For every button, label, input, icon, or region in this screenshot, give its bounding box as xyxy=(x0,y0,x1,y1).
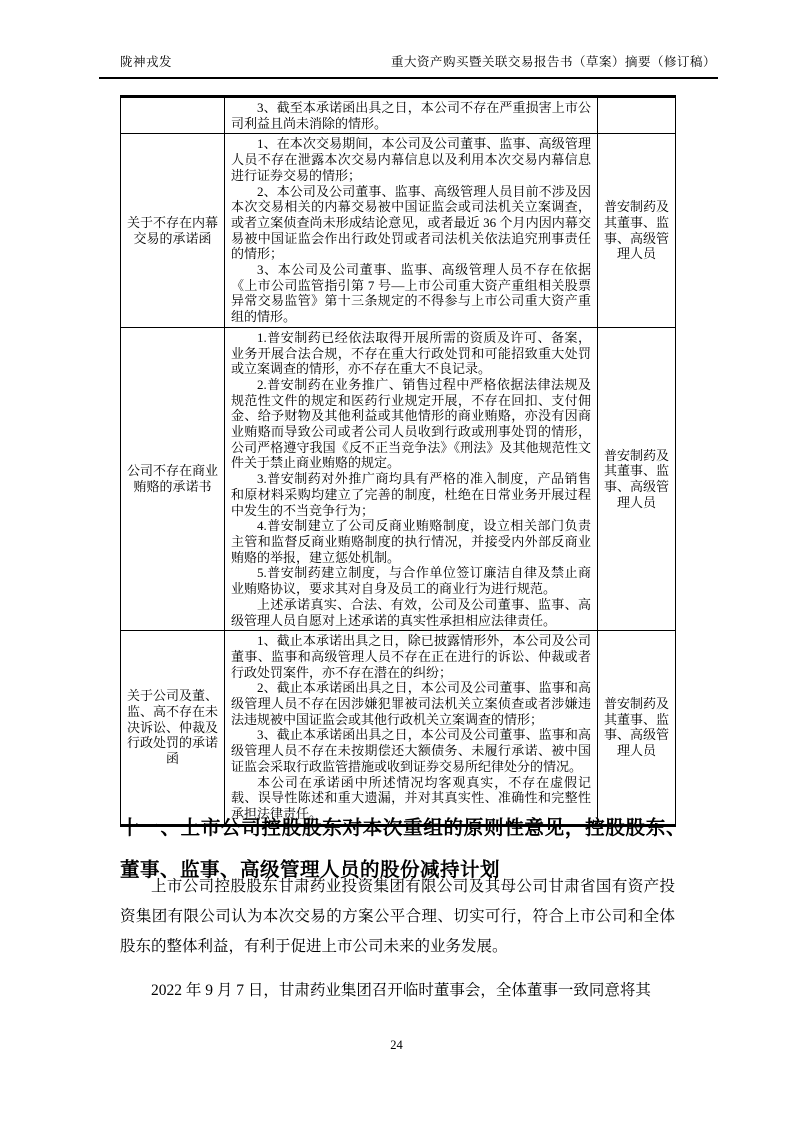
commitment-party: 普安制药及其董事、监事、高级管理人员 xyxy=(598,134,676,327)
commitment-paragraph: 3.普安制药对外推广商均具有严格的准入制度，产品销售和原材料采购均建立了完善的制度，杜绝在日常业务开展过程中发生的不当竞争行为； xyxy=(231,471,591,518)
commitment-paragraph: 2、截止本承诺函出具之日，本公司及公司董事、监事和高级管理人员不存在因涉嫌犯罪被司法机关立案侦查或者涉嫌违法违规被中国证监会或其他行政机关立案调查的情形； xyxy=(231,680,591,727)
commitment-paragraph: 1.普安制药已经依法取得开展所需的资质及许可、备案，业务开展合法合规，不存在重大行政处罚和可能招致重大处罚或立案调查的情形，亦不存在重大不良记录。 xyxy=(231,329,591,377)
table-row xyxy=(121,97,676,134)
commitment-paragraph: 1、在本次交易期间，本公司及公司董事、监事、高级管理人员不存在泄露本次交易内幕信息以及利用本次交易内幕信息进行证券交易的情形； xyxy=(231,136,591,183)
commitment-label: 关于不存在内幕交易的承诺函 xyxy=(121,134,225,327)
commitment-paragraph: 上述承诺真实、合法、有效，公司及公司董事、监事、高级管理人员自愿对上述承诺的真实性承担相应法律责任。 xyxy=(231,596,591,628)
commitment-party xyxy=(598,97,676,134)
table-row xyxy=(121,631,676,825)
commitment-paragraph: 2.普安制药在业务推广、销售过程中严格依据法律法规及规范性文件的规定和医药行业规定开展，不存在回扣、支付佣金、给予财物及其他利益或其他情形的商业贿赂，亦没有因商业贿赂而导致公司或者公司人员收到行政或刑事处罚的情形，公司严格遵守我国《反不正当竞争法》《刑法》及其他规范性文件关于禁止商业贿赂的规定。 xyxy=(231,376,591,471)
section-heading: 十一、上市公司控股股东对本次重组的原则性意见，控股股东、董事、监事、高级管理人员的股份减持计划 xyxy=(120,817,686,882)
commitment-label xyxy=(121,97,225,134)
page-number: 24 xyxy=(390,1038,403,1052)
commitment-party: 普安制药及其董事、监事、高级管理人员 xyxy=(598,327,676,630)
header-company-name: 陇神戎发 xyxy=(120,55,173,69)
header-document-title: 重大资产购买暨关联交易报告书（草案）摘要（修订稿） xyxy=(390,55,716,69)
commitment-content xyxy=(225,134,598,327)
table-row xyxy=(121,134,676,327)
commitment-label: 公司不存在商业贿赂的承诺书 xyxy=(121,327,225,630)
page-header xyxy=(99,52,718,79)
commitment-paragraph: 3、本公司及公司董事、监事、高级管理人员不存在依据《上市公司监管指引第 7 号—上市公司重大资产重组相关股票异常交易监管》第十三条规定的不得参与上市公司重大资产重组的情形。 xyxy=(231,262,591,325)
commitment-content xyxy=(225,97,598,134)
commitment-party: 普安制药及其董事、监事、高级管理人员 xyxy=(598,631,676,825)
commitments-table xyxy=(120,95,676,827)
body-paragraph: 2022 年 9 月 7 日，甘肃药业集团召开临时董事会，全体董事一致同意将其 xyxy=(151,982,651,999)
commitment-paragraph: 3、截止本承诺函出具之日，本公司及公司董事、监事和高级管理人员不存在未按期偿还大额债务、未履行承诺、被中国证监会采取行政监管措施或收到证券交易所纪律处分的情况。 xyxy=(231,727,591,774)
table-row xyxy=(121,327,676,630)
commitment-paragraph: 5.普安制药建立制度，与合作单位签订廉洁自律及禁止商业贿赂协议，要求其对自身及员工的商业行为进行规范。 xyxy=(231,565,591,597)
commitment-label: 关于公司及董、监、高不存在未决诉讼、仲裁及行政处罚的承诺函 xyxy=(121,631,225,825)
commitment-content xyxy=(225,327,598,630)
commitment-paragraph: 4.普安制建立了公司反商业贿赂制度，设立相关部门负责主管和监督反商业贿赂制度的执行情况，并接受内外部反商业贿赂的举报，建立惩处机制。 xyxy=(231,518,591,565)
commitment-paragraph: 3、截至本承诺函出具之日，本公司不存在严重损害上市公司利益且尚未消除的情形。 xyxy=(231,100,591,131)
commitment-content xyxy=(225,631,598,825)
body-paragraph: 上市公司控股股东甘肃药业投资集团有限公司及其母公司甘肃省国有资产投资集团有限公司认为本次交易的方案公平合理、切实可行，符合上市公司和全体股东的整体利益，有利于促进上市公司未来的业务发展。 xyxy=(120,878,675,955)
commitment-paragraph: 本公司在承诺函中所述情况均客观真实，不存在虚假记载、误导性陈述和重大遗漏，并对其真实性、准确性和完整性承担法律责任。 xyxy=(231,774,591,821)
commitment-paragraph: 1、截止本承诺出具之日，除已披露情形外，本公司及公司董事、监事和高级管理人员不存在正在进行的诉讼、仲裁或者行政处罚案件，亦不存在潜在的纠纷； xyxy=(231,633,591,680)
section-body xyxy=(120,872,675,1020)
commitment-paragraph: 2、本公司及公司董事、监事、高级管理人员目前不涉及因本次交易相关的内幕交易被中国证监会或司法机关立案调查，或者立案侦查尚未形成结论意见，或者最近 36 个月内因内幕交易被中国证监会作出行政处罚或者司法机关依法追究刑事责任的情形； xyxy=(231,183,591,262)
